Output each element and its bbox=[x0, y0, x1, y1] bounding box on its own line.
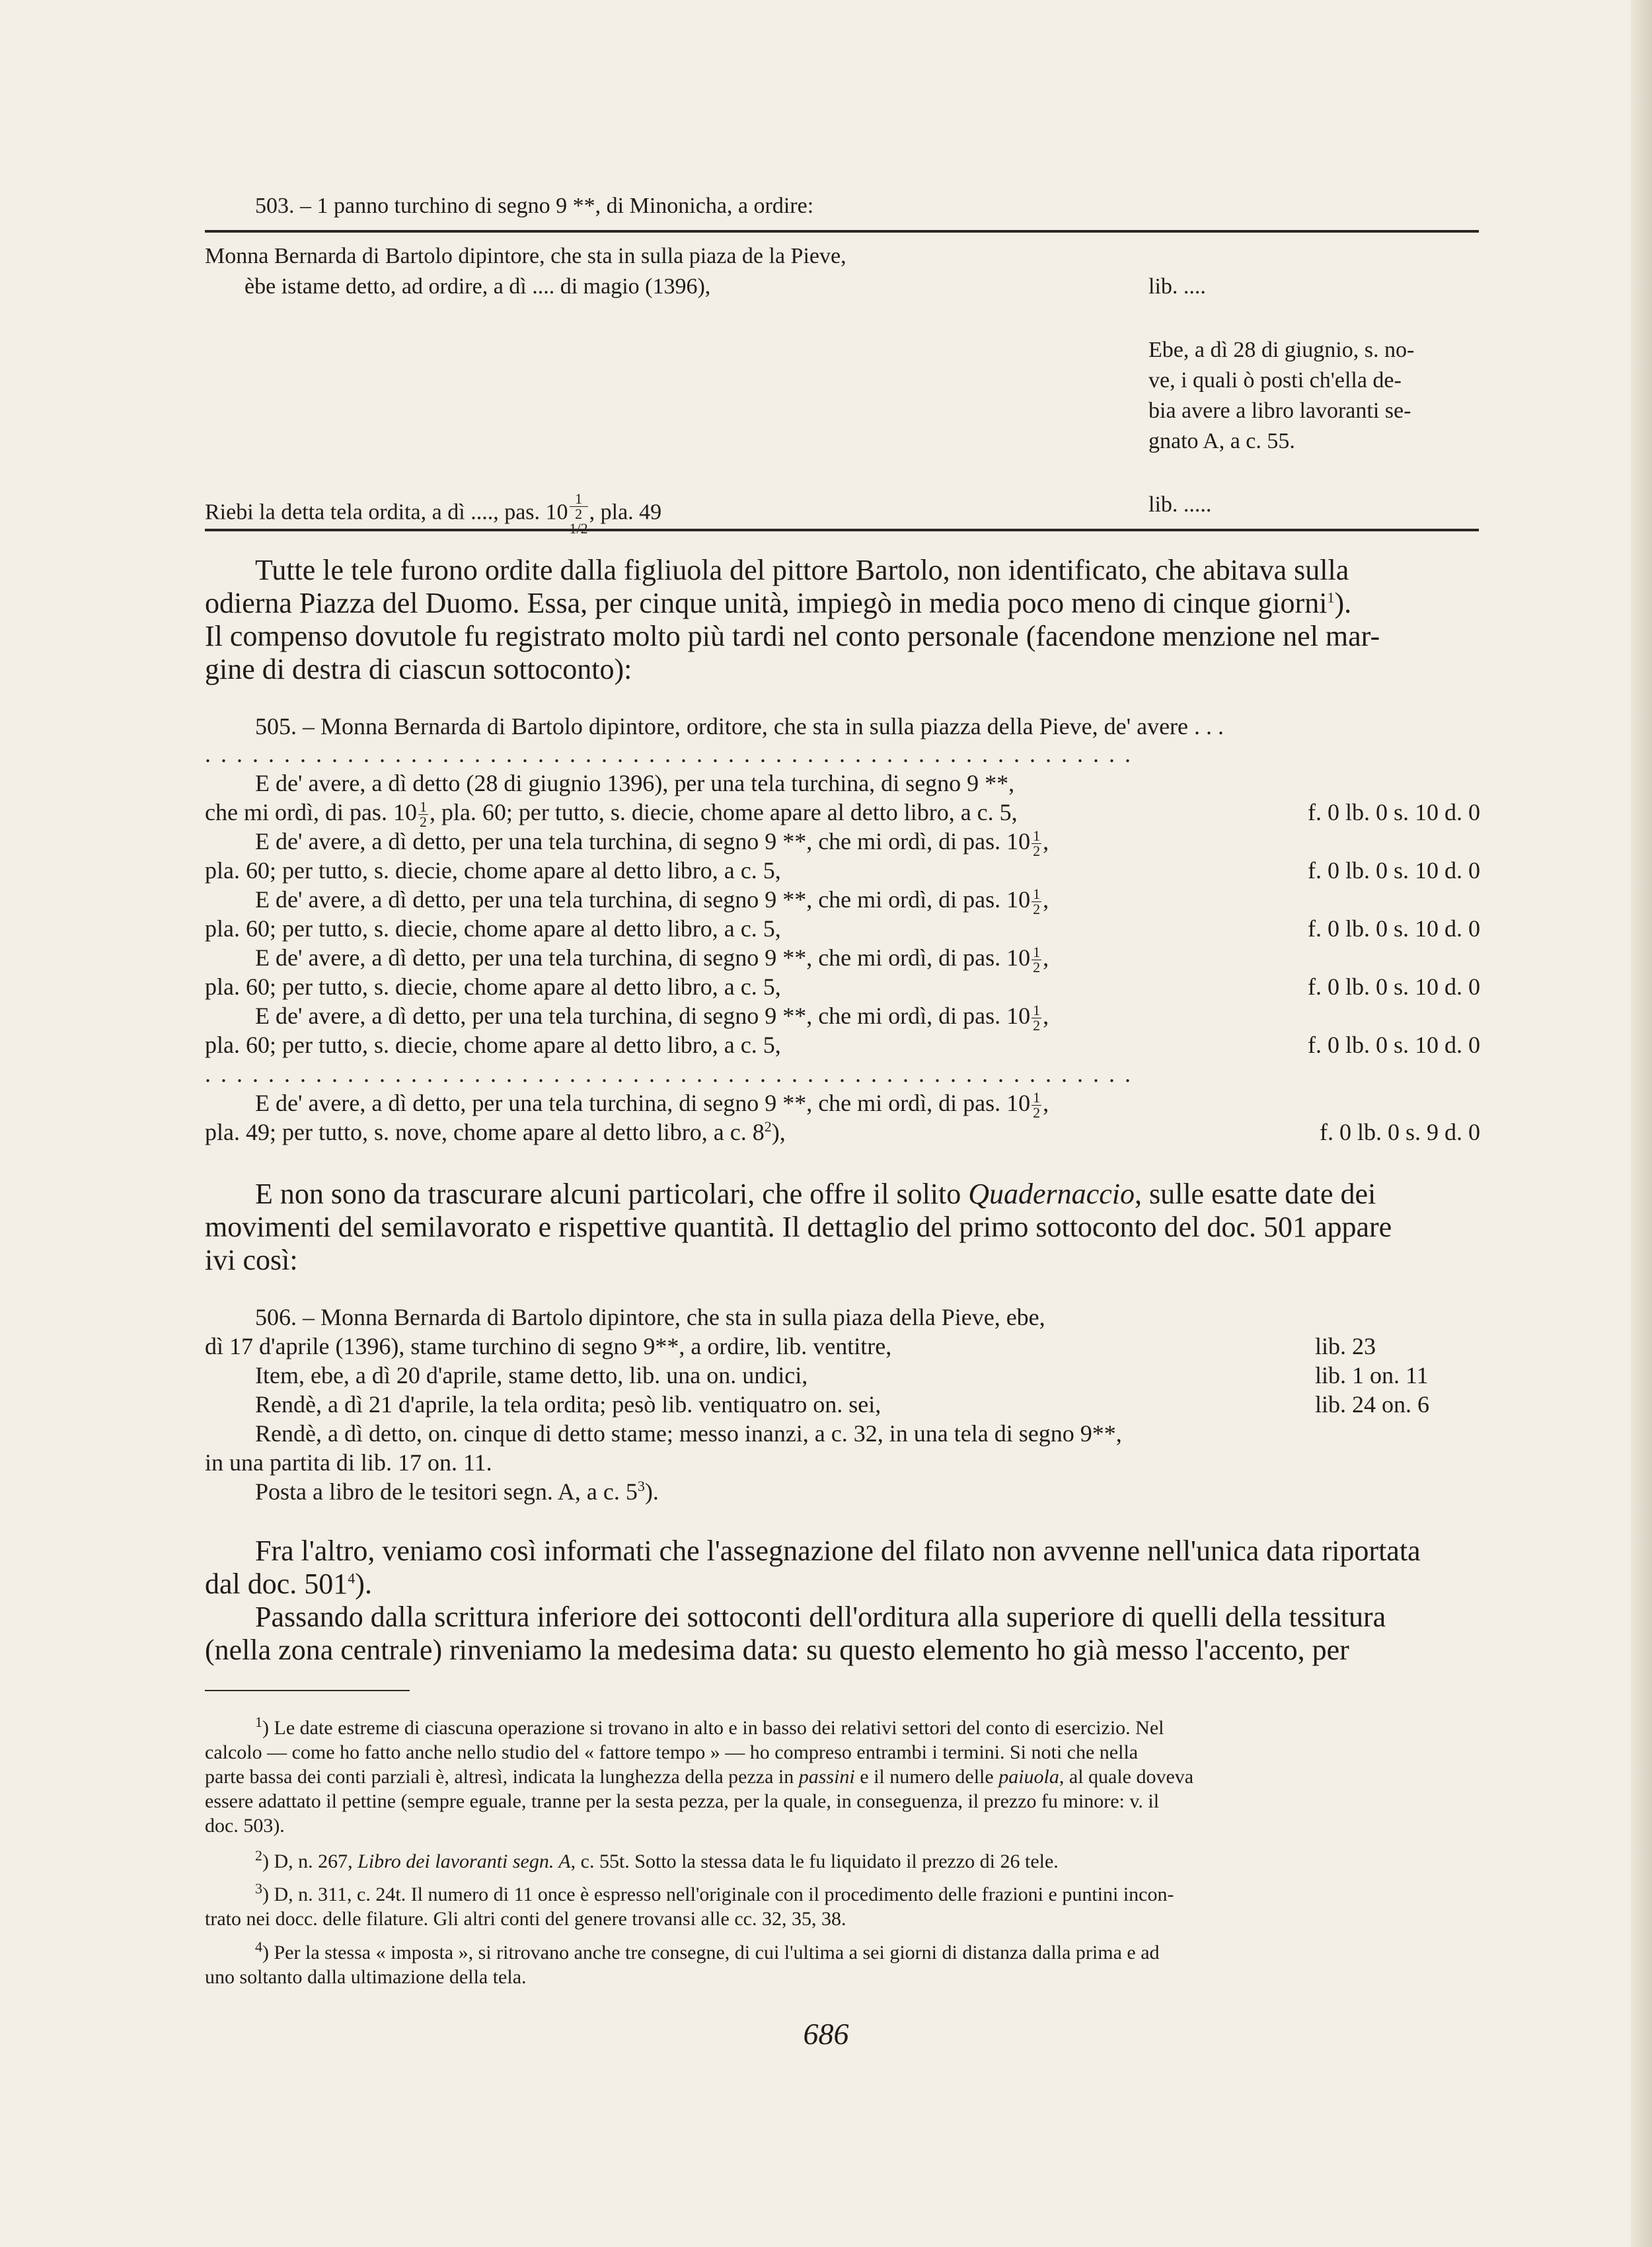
doc505-entry1-amount: f. 0 lb. 0 s. 10 d. 0 bbox=[1308, 799, 1480, 825]
doc503-line2: èbe istame detto, ad ordire, a dì .... di magio (1396), bbox=[244, 274, 711, 299]
footnote-ref-1: 1 bbox=[1327, 589, 1335, 606]
doc505-entry5-amount: f. 0 lb. 0 s. 10 d. 0 bbox=[1308, 1032, 1480, 1058]
footnote-4-line1: $^4$) Per la stessa « imposta », si ritrovano anche tre consegne, di cui l'ultima a sei giorni di distanza dalla prima e ad bbox=[255, 1938, 1160, 1963]
fraction-half: $\frac{1}{2}$ bbox=[1033, 1002, 1041, 1034]
dotted-leader-2: ........................................................... bbox=[205, 1061, 1141, 1087]
para1-line4: gine di destra di ciascun sottoconto): bbox=[205, 653, 632, 685]
doc505-entry1-line2: che mi ordì, di pas. 10 $\frac{1}{2}$ , pla. 60; per tutto, s. diecie, chome apare al detto libro, a c. 5, bbox=[205, 798, 1018, 831]
footnote-separator bbox=[205, 1690, 410, 1691]
doc506-line2-amount: lib. 23 bbox=[1315, 1333, 1376, 1359]
doc506-line4-amount: lib. 24 on. 6 bbox=[1315, 1391, 1430, 1418]
rule-bottom bbox=[205, 529, 1479, 531]
fraction-half: $\frac{1}{2}$ bbox=[1033, 886, 1041, 918]
doc503-note-2: ve, i quali ò posti ch'ella de- bbox=[1148, 368, 1402, 393]
doc506-line7: Posta a libro de le tesitori segn. A, a c. $5^3$). bbox=[255, 1478, 659, 1505]
footnote-1-line4: essere adattato il pettine (sempre eguale, tranne per la sesta pezza, per la quale, in conseguenza, il prezzo fu minore: v. il bbox=[205, 1790, 1160, 1812]
doc505-entry3-line1: E de' avere, a dì detto, per una tela turchina, di segno 9 **, che mi ordì, di pas. 10 $\frac{1}{2}$ , bbox=[255, 886, 1049, 918]
footnote-ref-3: 3 bbox=[637, 1478, 645, 1494]
footnote-ref-2: 2 bbox=[764, 1118, 772, 1135]
doc503-note-1: Ebe, a dì 28 di giugnio, s. no- bbox=[1148, 338, 1415, 362]
doc503-line3-text: Riebi la detta tela ordita, a dì ...., pas. 10 bbox=[205, 500, 568, 525]
doc503-line1: Monna Bernarda di Bartolo dipintore, che sta in sulla piaza de la Pieve, bbox=[205, 244, 846, 268]
footnote-1-line1: $^1$) Le date estreme di ciascuna operazione si trovano in alto e in basso dei relativi settori del conto di esercizio. Nel bbox=[255, 1714, 1164, 1739]
doc506-line3: Item, ebe, a dì 20 d'aprile, stame detto, lib. una on. undici, bbox=[255, 1362, 808, 1389]
para2-line1: E non sono da trascurare alcuni particolari, che offre il solito Quadernaccio, sulle esatte date dei bbox=[255, 1178, 1376, 1210]
fraction-half: $\frac{1}{2}$ bbox=[570, 492, 588, 536]
para1-line2: odierna Piazza del Duomo. Essa, per cinque unità, impiegò in media poco meno di cinque giorni$^1$). bbox=[205, 587, 1352, 619]
doc506-line2: dì 17 d'aprile (1396), stame turchino di segno 9**, a ordire, lib. ventitre, bbox=[205, 1333, 892, 1359]
doc506-line3-amount: lib. 1 on. 11 bbox=[1315, 1362, 1429, 1389]
para3-line4: (nella zona centrale) rinveniamo la medesima data: su questo elemento ho già messo l'accento, per bbox=[205, 1634, 1349, 1666]
doc503-line3-tail: , pla. 49 bbox=[589, 500, 662, 525]
doc503-lib1: lib. .... bbox=[1148, 274, 1206, 299]
doc505-entry6-line2: pla. 49; per tutto, s. nove, chome apare al detto libro, a c. $8^2$), bbox=[205, 1118, 786, 1145]
rule-top bbox=[205, 230, 1479, 233]
doc505-entry1-line1: E de' avere, a dì detto (28 di giugnio 1396), per una tela turchina, di segno 9 **, bbox=[255, 770, 1015, 796]
doc505-entry4-line1: E de' avere, a dì detto, per una tela turchina, di segno 9 **, che mi ordì, di pas. 10 $\frac{1}{2}$ , bbox=[255, 944, 1049, 976]
doc505-entry4-amount: f. 0 lb. 0 s. 10 d. 0 bbox=[1308, 973, 1480, 1000]
doc505-entry2-line2: pla. 60; per tutto, s. diecie, chome apare al detto libro, a c. 5, bbox=[205, 857, 781, 884]
doc503-note-3: bia avere a libro lavoranti se- bbox=[1148, 399, 1411, 423]
doc506-line1: 506. – Monna Bernarda di Bartolo dipintore, che sta in sulla piaza della Pieve, ebe, bbox=[255, 1304, 1045, 1330]
para1-line1: Tutte le tele furono ordite dalla figliuola del pittore Bartolo, non identificato, che abitava sulla bbox=[255, 554, 1349, 586]
doc505-entry2-line1: E de' avere, a dì detto, per una tela turchina, di segno 9 **, che mi ordì, di pas. 10 $\frac{1}{2}$ , bbox=[255, 827, 1049, 860]
doc505-entry2-amount: f. 0 lb. 0 s. 10 d. 0 bbox=[1308, 857, 1480, 884]
para3-line3: Passando dalla scrittura inferiore dei sottoconti dell'orditura alla superiore di quelli della tessitura bbox=[255, 1601, 1386, 1633]
doc505-entry4-line2: pla. 60; per tutto, s. diecie, chome apare al detto libro, a c. 5, bbox=[205, 973, 781, 1000]
page-fold-shadow bbox=[1631, 0, 1652, 2247]
quadernaccio-title: Quadernaccio bbox=[968, 1178, 1135, 1210]
footnote-3-line1: $^3$) D, n. 311, c. 24t. Il numero di 11 once è espresso nell'originale con il procedimento delle frazioni e puntini incon- bbox=[255, 1880, 1174, 1905]
doc505-entry3-line2: pla. 60; per tutto, s. diecie, chome apare al detto libro, a c. 5, bbox=[205, 915, 781, 942]
footnote-2: $^2$) D, n. 267, Libro dei lavoranti segn. A, c. 55t. Sotto la stessa data le fu liquidato il prezzo di 26 tele. bbox=[255, 1847, 1059, 1872]
fraction-half: $\frac{1}{2}$ bbox=[419, 798, 427, 831]
footnote-3-line2: trato nei docc. delle filature. Gli altri conti del genere trovansi alle cc. 32, 35, 38. bbox=[205, 1908, 846, 1930]
dotted-leader-1: ........................................................... bbox=[205, 741, 1141, 767]
doc503-note-4: gnato A, a c. 55. bbox=[1148, 429, 1295, 453]
para1-line3: Il compenso dovutole fu registrato molto più tardi nel conto personale (facendone menzione nel mar- bbox=[205, 620, 1380, 652]
footnote-1-line5: doc. 503). bbox=[205, 1815, 285, 1837]
para2-line3: ivi così: bbox=[205, 1244, 298, 1276]
doc505-entry5-line2: pla. 60; per tutto, s. diecie, chome apare al detto libro, a c. 5, bbox=[205, 1032, 781, 1058]
doc505-entry3-amount: f. 0 lb. 0 s. 10 d. 0 bbox=[1308, 915, 1480, 942]
fraction-half: $\frac{1}{2}$ bbox=[1033, 944, 1041, 976]
doc506-line6: in una partita di lib. 17 on. 11. bbox=[205, 1449, 492, 1476]
doc505-entry5-line1: E de' avere, a dì detto, per una tela turchina, di segno 9 **, che mi ordì, di pas. 10 $\frac{1}{2}$ , bbox=[255, 1002, 1049, 1034]
doc506-line4: Rendè, a dì 21 d'aprile, la tela ordita; pesò lib. ventiquatro on. sei, bbox=[255, 1391, 882, 1418]
fraction-half: $\frac{1}{2}$ bbox=[1033, 827, 1041, 860]
doc503-lib2: lib. ..... bbox=[1148, 492, 1212, 517]
para3-line1: Fra l'altro, veniamo così informati che l'assegnazione del filato non avvenne nell'unica data riportata bbox=[255, 1535, 1421, 1567]
doc505-entry6-amount: f. 0 lb. 0 s. 9 d. 0 bbox=[1320, 1119, 1480, 1145]
footnote-4-line2: uno soltanto dalla ultimazione della tela. bbox=[205, 1966, 527, 1988]
doc506-line5: Rendè, a dì detto, on. cinque di detto stame; messo inanzi, a c. 32, in una tela di segno 9**, bbox=[255, 1420, 1122, 1447]
page-number: 686 bbox=[803, 2017, 849, 2051]
fraction-half: $\frac{1}{2}$ bbox=[1033, 1089, 1041, 1122]
para3-line2: dal doc. $501^4$). bbox=[205, 1568, 372, 1600]
footnote-1-line2: calcolo — come ho fatto anche nello studio del « fattore tempo » — ho compreso entrambi i termini. Si noti che nella bbox=[205, 1741, 1139, 1763]
footnote-1-line3: parte bassa dei conti parziali è, altresì, indicata la lunghezza della pezza in passini e il numero delle paiuola, al quale doveva bbox=[205, 1766, 1194, 1788]
footnote-ref-4: 4 bbox=[348, 1570, 356, 1587]
doc503-heading: 503. – 1 panno turchino di segno 9 **, di Minonicha, a ordire: bbox=[255, 194, 814, 218]
doc505-heading: 505. – Monna Bernarda di Bartolo dipintore, orditore, che sta in sulla piazza della Pieve, de' avere . . . bbox=[255, 713, 1224, 740]
para2-line2: movimenti del semilavorato e rispettive quantità. Il dettaglio del primo sottoconto del doc. 501 appare bbox=[205, 1211, 1392, 1243]
doc505-entry6-line1: E de' avere, a dì detto, per una tela turchina, di segno 9 **, che mi ordì, di pas. 10 $\frac{1}{2}$ , bbox=[255, 1089, 1049, 1122]
